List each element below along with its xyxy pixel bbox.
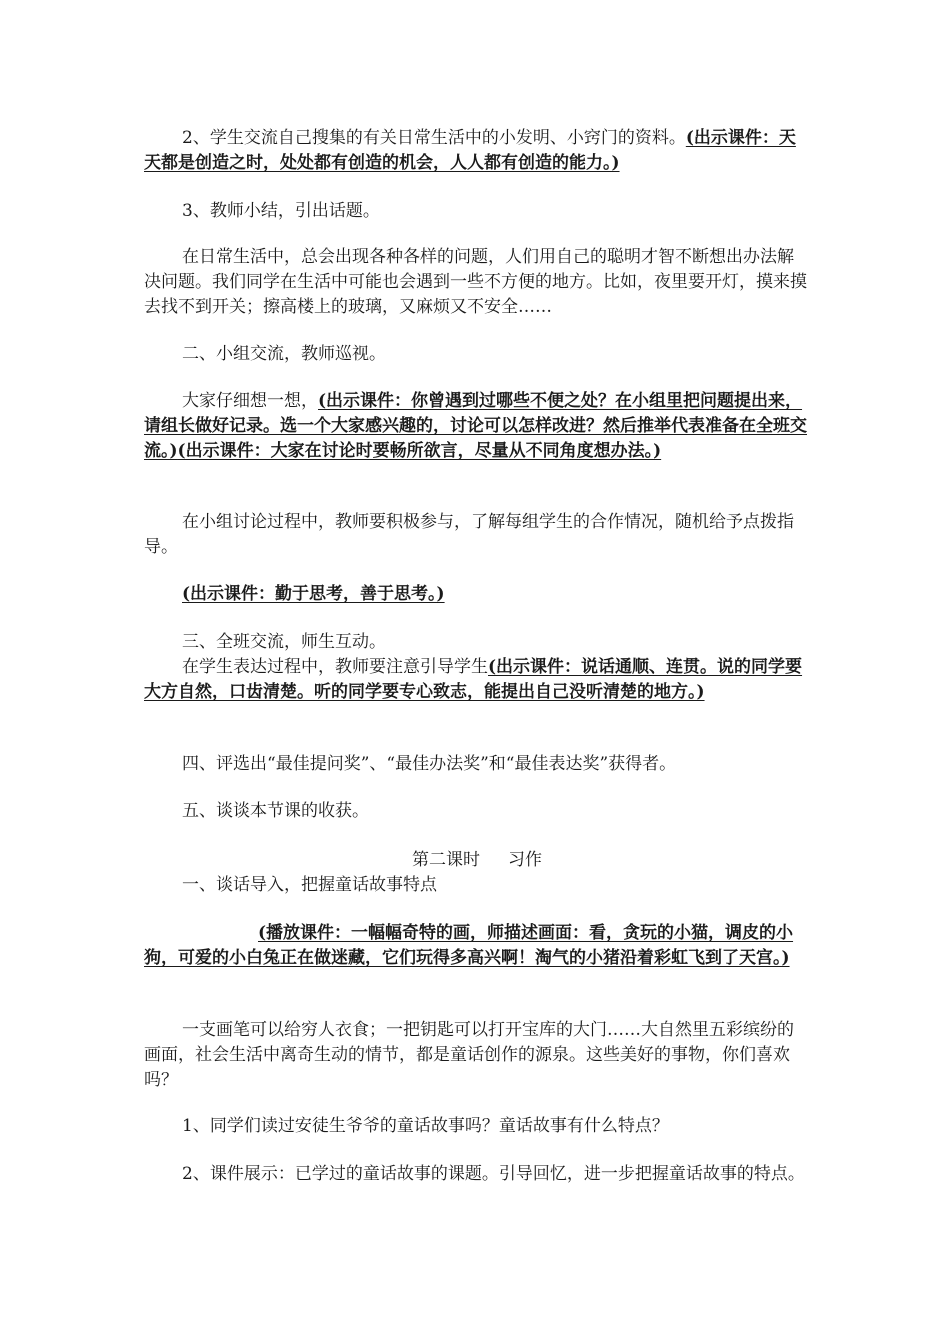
paragraph-text: 一、谈话导入，把握童话故事特点 [182,875,437,895]
courseware-note: (出示课件：你曾遇到过哪些不便之处？在小组里把问题提出来，请组长做好记录。选一个大家感兴趣的，讨论可以怎样改进？然后推举代表准备在全班交流。) [144,391,807,461]
paragraph-text: 在日常生活中，总会出现各种各样的问题，人们用自己的聪明才智不断想出办法解决问题。我们同学在生活中可能也会遇到一些不方便的地方。比如，夜里要开灯，摸来摸去找不到开关；擦高楼上的玻璃，又麻烦又不安全…… [144,247,807,317]
section-heading [144,848,810,873]
heading-topic: 习作 [508,850,542,870]
paragraph-text: 1、同学们读过安徒生爷爷的童话故事吗？童话故事有什么特点？ [182,1116,669,1136]
paragraph-8b [144,655,810,705]
paragraph-3 [144,245,810,320]
paragraph-text: 四、评选出“最佳提问奖”、“最佳办法奖”和“最佳表达奖”获得者。 [182,754,677,774]
paragraph-9 [144,752,810,777]
paragraph-4 [144,342,810,367]
paragraph-12 [144,873,810,898]
paragraph-text: 2、课件展示：已学过的童话故事的课题。引导回忆，进一步把握童话故事的特点。 [182,1164,805,1184]
courseware-note-2: (出示课件：大家在讨论时要畅所欲言，尽量从不同角度想办法。) [177,441,662,461]
paragraph-text: 三、全班交流，师生互动。 [182,632,386,652]
paragraph-10 [144,799,810,824]
courseware-note: (出示课件：说话通顺、连贯。说的同学要大方自然，口齿清楚。听的同学要专心致志，能提出自己没听清楚的地方。) [144,657,803,702]
paragraph-13 [144,921,810,971]
paragraph-14 [144,1018,810,1093]
courseware-note: (播放课件：一幅幅奇特的画，师描述画面：看，贪玩的小猫，调皮的小狗，可爱的小白兔正在做迷藏，它们玩得多高兴啊！淘气的小猪沿着彩虹飞到了天宫。) [144,923,794,968]
paragraph-5 [144,389,810,464]
paragraph-text: 五、谈谈本节课的收获。 [182,801,369,821]
paragraph-6 [144,510,810,560]
paragraph-text: 在小组讨论过程中，教师要积极参与，了解每组学生的合作情况，随机给予点拨指导。 [144,512,794,557]
heading-lesson: 第二课时 [412,850,480,870]
paragraph-15 [144,1114,810,1139]
paragraph-1 [144,126,810,176]
paragraph-text: 在学生表达过程中，教师要注意引导学生 [182,657,488,677]
courseware-note: (出示课件：勤于思考，善于思考。) [182,584,445,604]
paragraph-2 [144,199,810,224]
paragraph-7 [144,582,810,607]
courseware-note: (出示课件：天天都是创造之时，处处都有创造的机会，人人都有创造的能力。) [144,128,796,173]
paragraph-8a [144,630,810,655]
paragraph-text: 一支画笔可以给穷人衣食；一把钥匙可以打开宝库的大门……大自然里五彩缤纷的画面，社会生活中离奇生动的情节，都是童话创作的源泉。这些美好的事物，你们喜欢吗？ [144,1020,794,1090]
paragraph-text: 大家仔细想一想， [182,391,318,411]
paragraph-text: 2、学生交流自己搜集的有关日常生活中的小发明、小窍门的资料。 [182,128,686,148]
paragraph-text: 二、小组交流，教师巡视。 [182,344,386,364]
paragraph-16 [144,1162,810,1187]
paragraph-text: 3、教师小结，引出话题。 [182,201,380,221]
